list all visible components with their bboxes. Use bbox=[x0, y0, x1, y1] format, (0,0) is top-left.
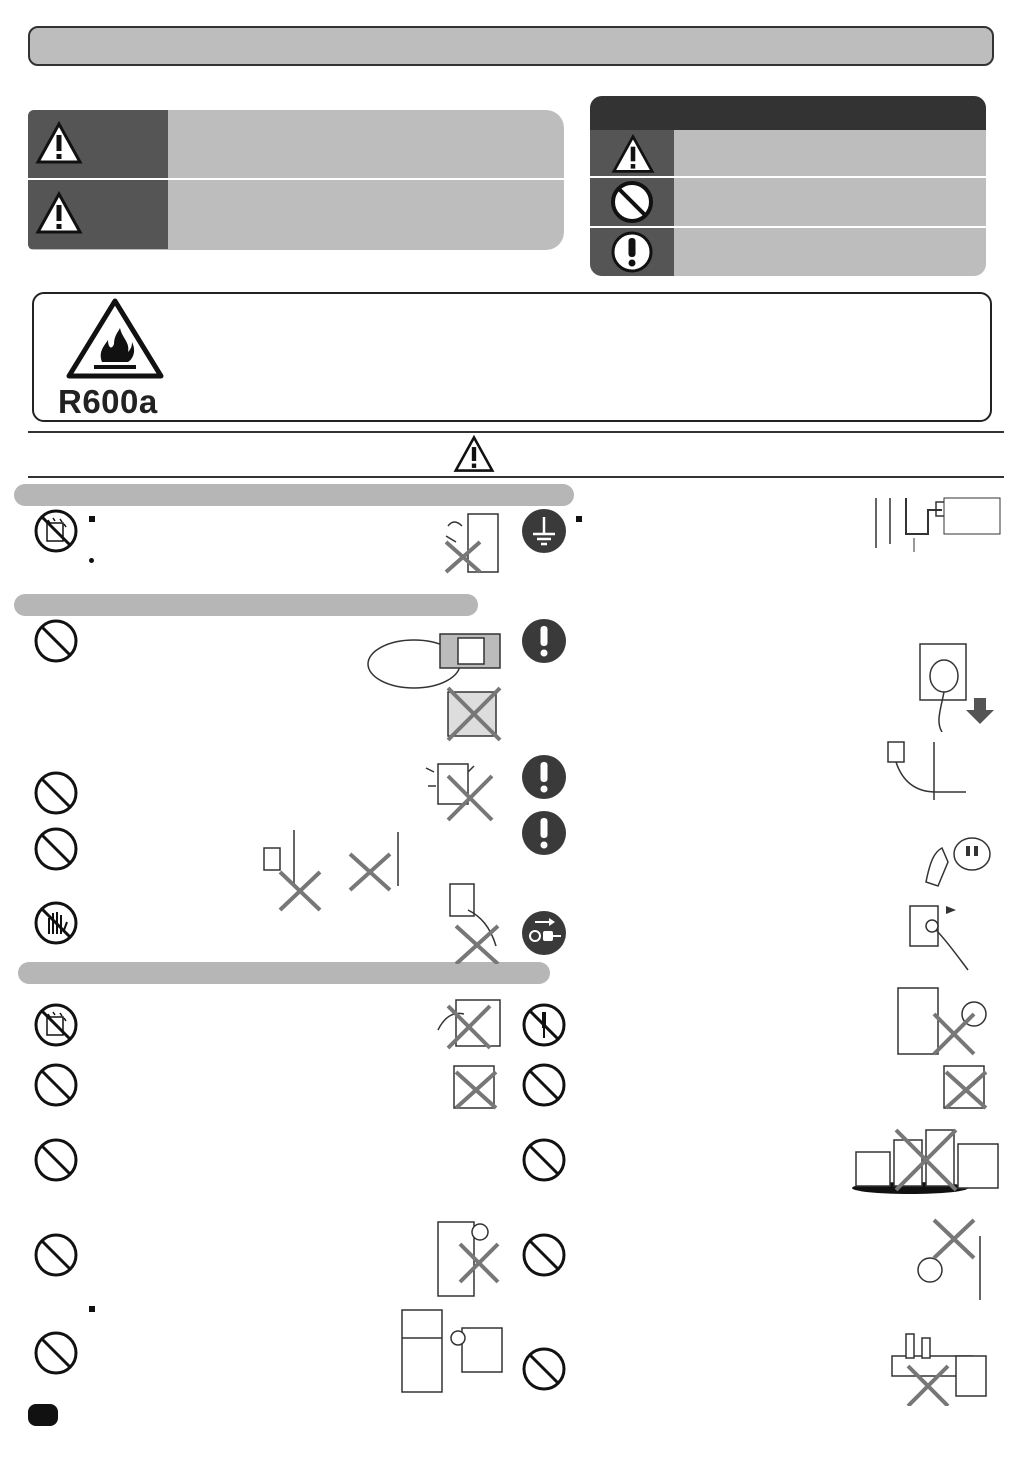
bullet bbox=[89, 1306, 95, 1312]
prohibition-circle-icon bbox=[521, 1062, 567, 1108]
section-header-3 bbox=[18, 962, 550, 984]
warning-triangle-icon bbox=[610, 133, 656, 175]
bullet bbox=[89, 558, 94, 563]
bullet bbox=[89, 516, 95, 522]
symbol-legend-panel bbox=[590, 96, 986, 276]
title-bar bbox=[28, 26, 994, 66]
refrigerant-notice-box bbox=[32, 292, 992, 422]
ground-icon bbox=[521, 508, 567, 554]
prohibition-circle-icon bbox=[33, 1330, 79, 1376]
divider bbox=[590, 226, 986, 228]
warning-level-panel bbox=[28, 110, 564, 250]
exclamation-circle-icon bbox=[521, 754, 567, 800]
grounding-wire-illustration bbox=[856, 494, 1002, 554]
divider bbox=[590, 176, 986, 178]
flammable-icon bbox=[64, 296, 166, 382]
pull-plug-by-head-illustration bbox=[906, 900, 970, 974]
flammable-substances-illustration bbox=[850, 1126, 1004, 1196]
child-climbing-illustration bbox=[434, 1218, 500, 1298]
wet-hands-plug-illustration bbox=[440, 880, 504, 964]
unplug-icon bbox=[521, 910, 567, 956]
prohibition-circle-icon bbox=[33, 770, 79, 816]
warning-triangle-icon bbox=[34, 190, 84, 236]
exclamation-circle-icon bbox=[521, 618, 567, 664]
outlet-callout-illustration bbox=[364, 632, 504, 742]
exclamation-circle-icon bbox=[610, 230, 654, 274]
prohibition-circle-icon bbox=[33, 618, 79, 664]
unplug-plug-illustration bbox=[910, 636, 994, 732]
falling-bottles-illustration bbox=[890, 1216, 990, 1302]
divider bbox=[28, 476, 1004, 478]
exclamation-circle-icon bbox=[521, 810, 567, 856]
appliance-inside-illustration bbox=[940, 1062, 994, 1110]
prohibition-circle-icon bbox=[521, 1232, 567, 1278]
section-header-2 bbox=[14, 594, 478, 616]
fridge-water-spray-illustration bbox=[440, 506, 504, 576]
warning-triangle-icon bbox=[34, 120, 84, 166]
divider bbox=[28, 178, 564, 180]
cleaning-plug-illustration bbox=[916, 822, 1002, 894]
no-wet-hands-icon bbox=[33, 900, 79, 946]
prohibition-circle-icon bbox=[33, 1062, 79, 1108]
prohibition-circle-icon bbox=[33, 1232, 79, 1278]
medicine-storage-illustration bbox=[886, 1326, 992, 1406]
no-water-icon bbox=[33, 1002, 79, 1048]
heater-inside-illustration bbox=[450, 1062, 502, 1110]
disassembly-illustration bbox=[894, 984, 994, 1058]
prohibition-circle-icon bbox=[33, 826, 79, 872]
water-on-top-illustration bbox=[432, 990, 504, 1052]
symbol-legend-header bbox=[590, 96, 986, 130]
prohibition-circle-icon bbox=[521, 1137, 567, 1183]
bullet bbox=[576, 516, 582, 522]
pulling-cord-illustration bbox=[246, 826, 446, 912]
damaged-outlet-illustration bbox=[418, 756, 502, 822]
refrigerant-label: R600a bbox=[58, 383, 158, 420]
damaged-cord-illustration bbox=[884, 738, 974, 804]
divider bbox=[28, 431, 1004, 433]
page-number-badge bbox=[28, 1404, 58, 1426]
prohibition-circle-icon bbox=[521, 1346, 567, 1392]
prohibition-circle-icon bbox=[33, 1137, 79, 1183]
no-disassembly-icon bbox=[521, 1002, 567, 1048]
section-header-1 bbox=[14, 484, 574, 506]
no-water-icon bbox=[33, 508, 79, 554]
prohibition-circle-icon bbox=[610, 180, 654, 224]
warning-triangle-icon bbox=[452, 434, 496, 474]
fridge-and-children-illustration bbox=[388, 1304, 506, 1398]
